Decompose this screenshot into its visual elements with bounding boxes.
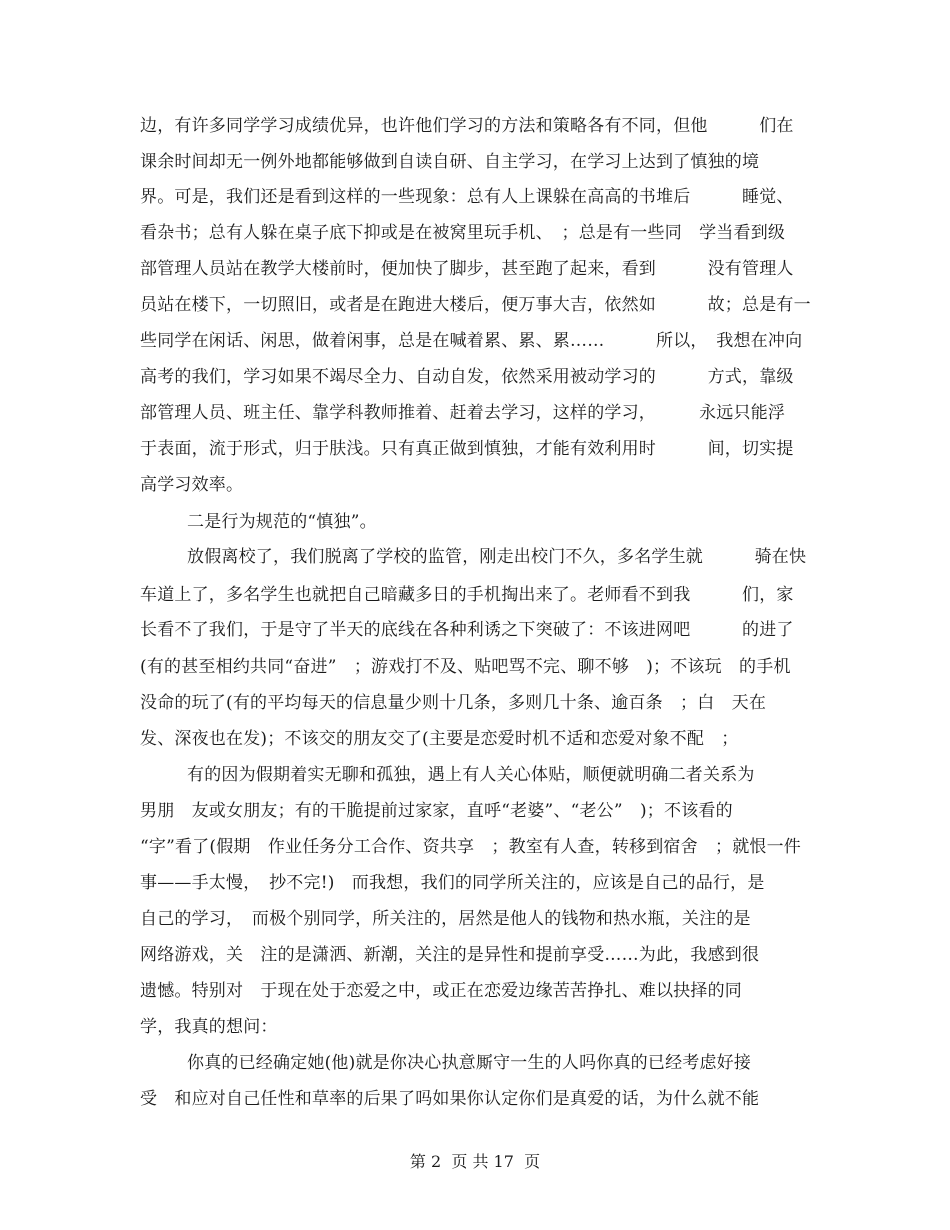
paragraph-line: 些同学在闲话、闲思，做着闲事，总是在喊着累、累、累…… 所以， 我想在冲向 xyxy=(140,331,803,351)
paragraph-line: 界。可是，我们还是看到这样的一些现象：总有人上课躲在高高的书堆后 睡觉、 xyxy=(140,187,794,207)
paragraph-line: 员站在楼下，一切照旧，或者是在跑进大楼后，便万事大吉，依然如 故；总是有一 xyxy=(140,295,811,315)
paragraph-line: 没命的玩了(有的平均每天的信息量少则十几条，多则几十条、逾百条 ；白 天在 xyxy=(140,693,767,713)
paragraph-line: 受 和应对自己任性和草率的后果了吗如果你认定你们是真爱的话，为什么就不能 xyxy=(140,1089,760,1109)
paragraph-line: (有的甚至相约共同“奋进” ；游戏打不及、贴吧骂不完、聊不够 )；不该玩 的手机 xyxy=(140,657,791,677)
section-heading: 二是行为规范的“慎独”。 xyxy=(187,512,377,532)
paragraph-line: 高考的我们，学习如果不竭尽全力、自动自发，依然采用被动学习的 方式，靠级 xyxy=(140,367,794,387)
paragraph-line: 高学习效率。 xyxy=(140,475,244,495)
paragraph-line: 有的因为假期着实无聊和孤独，遇上有人关心体贴，顺便就明确二者关系为 xyxy=(187,765,755,785)
paragraph-line: 于表面，流于形式，归于肤浅。只有真正做到慎独，才能有效利用时 间，切实提 xyxy=(140,439,794,459)
paragraph-line: 男朋 友或女朋友；有的干脆提前过家家，直呼“老婆”、“老公” )；不该看的 xyxy=(140,801,733,821)
paragraph-line: 长看不了我们，于是守了半天的底线在各种利诱之下突破了：不该进网吧 的进了 xyxy=(140,620,794,640)
paragraph-line: 自己的学习， 而极个别同学，所关注的，居然是他人的钱物和热水瓶，关注的是 xyxy=(140,909,751,929)
paragraph-line: 放假离校了，我们脱离了学校的监管，刚走出校门不久，多名学生就 骑在快 xyxy=(187,547,807,567)
paragraph-line: 事——手太慢， 抄不完!) 而我想，我们的同学所关注的，应该是自己的品行，是 xyxy=(140,873,765,893)
paragraph-line: 学，我真的想问： xyxy=(140,1017,278,1037)
paragraph-line: 课余时间却无一例外地都能够做到自读自研、自主学习，在学习上达到了慎独的境 xyxy=(140,152,760,172)
paragraph-line: 车道上了，多名学生也就把自己暗藏多日的手机掏出来了。老师看不到我 们，家 xyxy=(140,585,794,605)
paragraph-line: 发、深夜也在发)；不该交的朋友交了(主要是恋爱时机不适和恋爱对象不配 ； xyxy=(140,729,739,749)
paragraph-line: 你真的已经确定她(他)就是你决心执意厮守一生的人吗你真的已经考虑好接 xyxy=(187,1053,752,1073)
paragraph-line: “字”看了(假期 作业任务分工合作、资共享 ；教室有人查，转移到宿舍 ；就恨一件 xyxy=(140,837,802,857)
paragraph-line: 网络游戏，关 注的是潇洒、新潮，关注的是异性和提前享受……为此，我感到很 xyxy=(140,945,760,965)
paragraph-line: 部管理人员、班主任、靠学科教师推着、赶着去学习，这样的学习， 永远只能浮 xyxy=(140,403,786,423)
paragraph-line: 遗憾。特别对 于现在处于恋爱之中，或正在恋爱边缘苦苦挣扎、难以抉择的同 xyxy=(140,981,742,1001)
paragraph-line: 边，有许多同学学习成绩优异，也许他们学习的方法和策略各有不同，但他 们在 xyxy=(140,116,794,136)
paragraph-line: 看杂书；总有人躲在桌子底下抑或是在被窝里玩手机、 ；总是有一些同 学当看到级 xyxy=(140,223,786,243)
page-footer-page-number: 第 2 页 共 17 页 xyxy=(409,1152,541,1171)
paragraph-line: 部管理人员站在教学大楼前时，便加快了脚步，甚至跑了起来，看到 没有管理人 xyxy=(140,259,794,279)
